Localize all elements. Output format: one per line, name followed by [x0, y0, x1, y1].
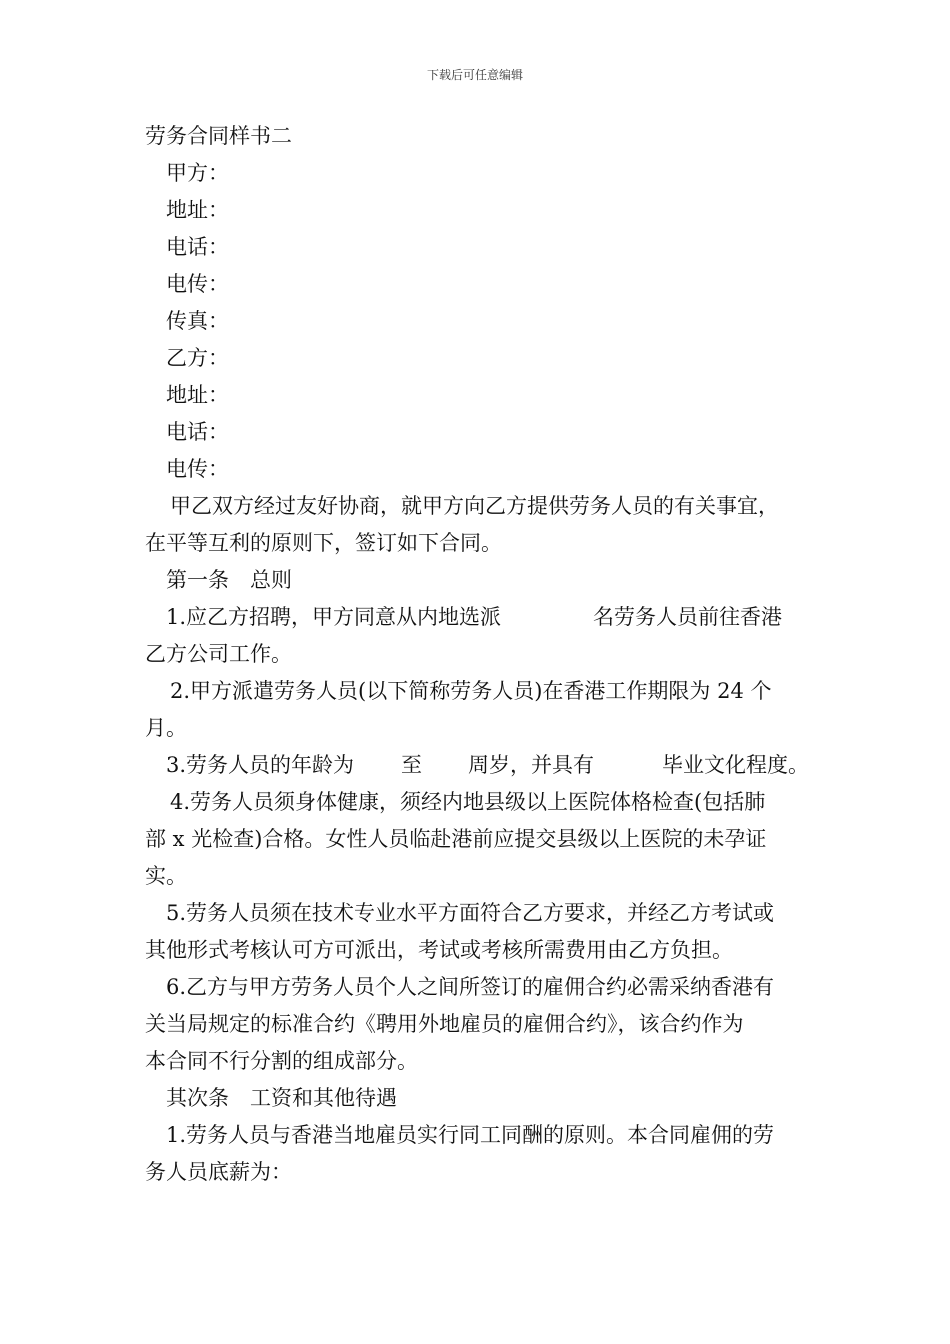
- clause-text: 1.应乙方招聘，甲方同意从内地选派: [166, 605, 502, 629]
- clause-1-5-cont: 其他形式考核认可方可派出，考试或考核所需费用由乙方负担。: [145, 938, 733, 962]
- clause-text: 毕业文化程度。: [662, 753, 810, 777]
- intro-line-2: 在平等互利的原则下，签订如下合同。: [145, 531, 502, 555]
- clause-text: 名劳务人员前往香港: [593, 605, 783, 629]
- clause-1-1-cont: 乙方公司工作。: [145, 642, 292, 666]
- field-address-b: 地址：: [166, 383, 229, 407]
- document-title: 劳务合同样书二: [145, 124, 292, 148]
- field-party-b: 乙方：: [166, 346, 229, 370]
- clause-1-5: 5.劳务人员须在技术专业水平方面符合乙方要求，并经乙方考试或: [166, 901, 775, 925]
- clause-1-6: 6.乙方与甲方劳务人员个人之间所签订的雇佣合约必需采纳香港有: [166, 975, 775, 999]
- clause-1-4-cont2: 实。: [145, 864, 187, 888]
- contract-document: [145, 118, 825, 1191]
- clause-1-4: 4.劳务人员须身体健康，须经内地县级以上医院体格检查(包括肺: [170, 790, 766, 814]
- clause-text: 周岁，并具有: [468, 753, 595, 777]
- article-2-heading: 其次条 工资和其他待遇: [166, 1086, 397, 1110]
- field-address-a: 地址：: [166, 198, 229, 222]
- field-fax-a: 传真：: [166, 309, 229, 333]
- field-phone-a: 电话：: [166, 235, 229, 259]
- field-telex-a: 电传：: [166, 272, 229, 296]
- clause-1-6-cont2: 本合同不行分割的组成部分。: [145, 1049, 418, 1073]
- clause-1-1: [145, 599, 825, 636]
- header-note: 下载后可任意编辑: [426, 68, 523, 82]
- field-phone-b: 电话：: [166, 420, 229, 444]
- clause-1-2-cont: 月。: [145, 716, 187, 740]
- clause-2-1-cont: 务人员底薪为：: [145, 1160, 292, 1184]
- clause-1-4-cont: 部 x 光检查)合格。女性人员临赴港前应提交县级以上医院的未孕证: [145, 827, 767, 851]
- intro-line-1: 甲乙双方经过友好协商，就甲方向乙方提供劳务人员的有关事宜，: [170, 494, 779, 518]
- article-1-heading: 第一条 总则: [166, 568, 292, 592]
- clause-text: 至: [401, 753, 423, 777]
- clause-1-2: 2.甲方派遣劳务人员(以下简称劳务人员)在香港工作期限为 24 个: [170, 679, 772, 703]
- field-party-a: 甲方：: [166, 161, 229, 185]
- clause-1-6-cont: 关当局规定的标准合约《聘用外地雇员的雇佣合约》，该合约作为: [145, 1012, 744, 1036]
- clause-2-1: 1.劳务人员与香港当地雇员实行同工同酬的原则。本合同雇佣的劳: [166, 1123, 775, 1147]
- clause-1-3: [145, 747, 825, 784]
- field-telex-b: 电传：: [166, 457, 229, 481]
- clause-text: 3.劳务人员的年龄为: [166, 753, 355, 777]
